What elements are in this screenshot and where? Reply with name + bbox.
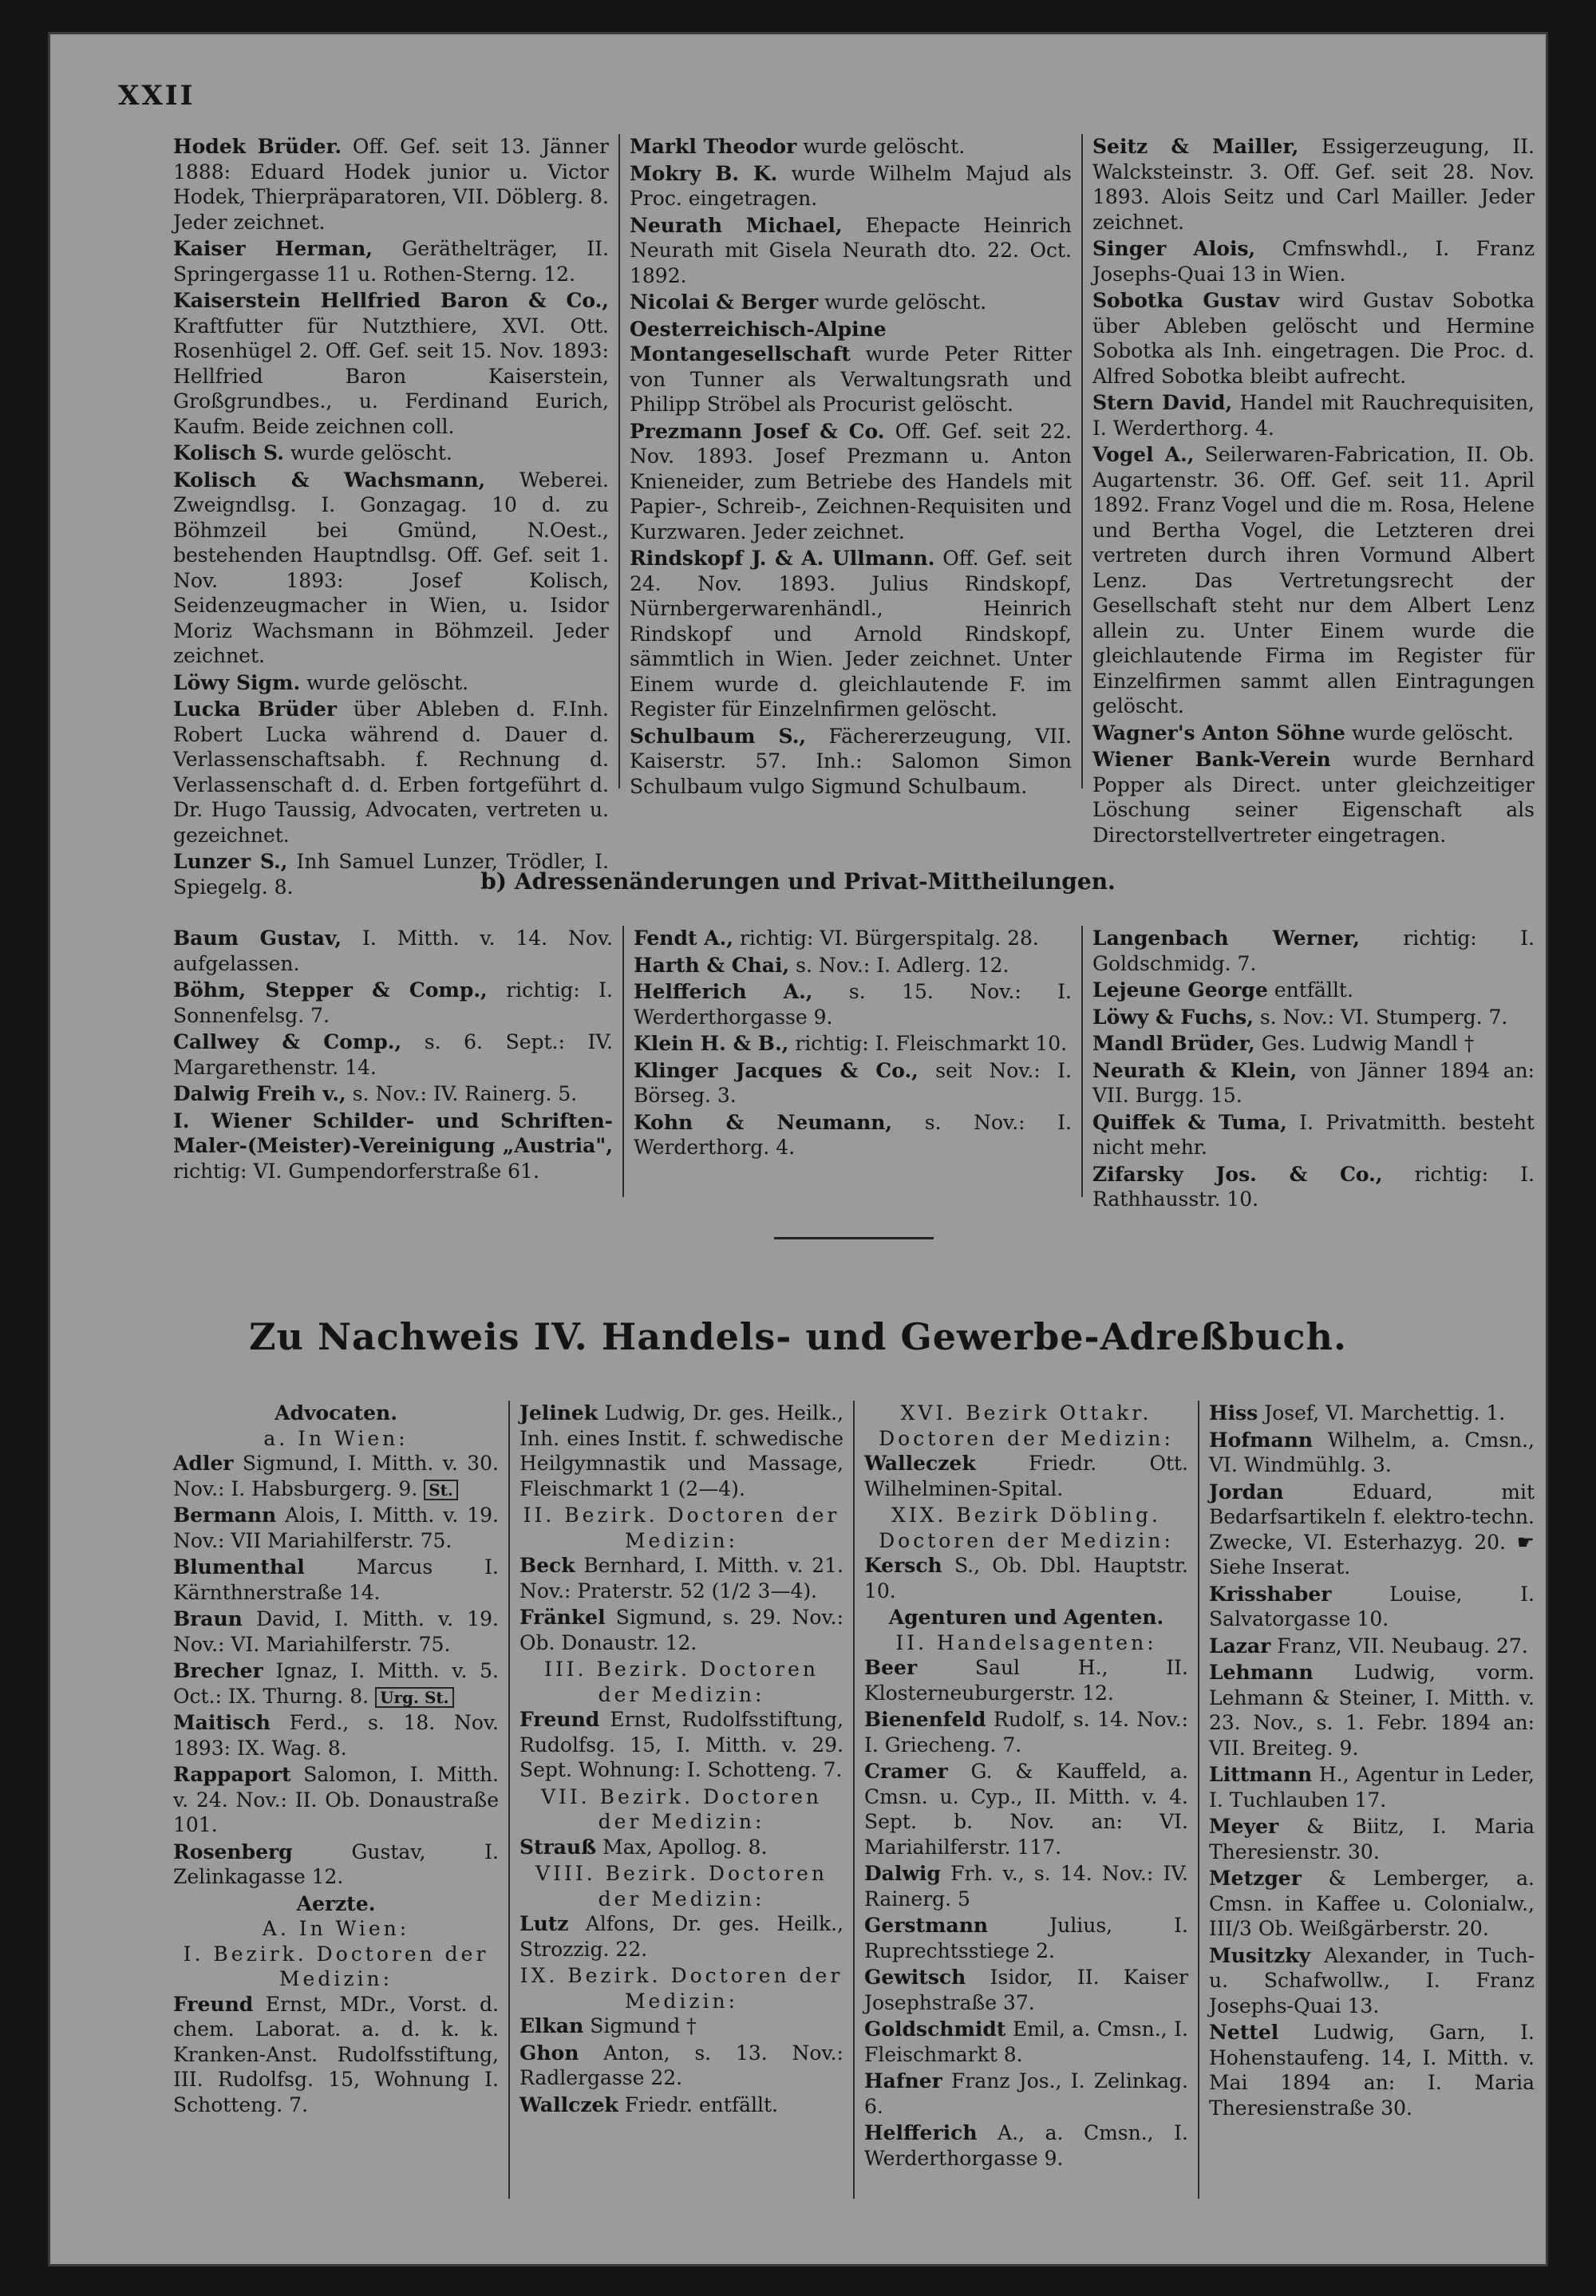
- directory-entry: [1209, 1814, 1535, 1864]
- entry-name: Rappaport: [173, 1763, 291, 1786]
- entry-text: Bernhard, I. Mitth. v. 21. Nov.: Praterstr. 52 (1/2 3—4).: [519, 1554, 843, 1602]
- directory-entry: [1092, 978, 1535, 1003]
- entry-name: Lunzer S.,: [173, 850, 288, 873]
- directory-entry: [864, 1655, 1188, 1705]
- directory-entry: [173, 468, 609, 669]
- directory-entry: [864, 1451, 1188, 1501]
- entry-name: Strauß: [519, 1835, 597, 1859]
- entry-text: & Lemberger, a. Cmsn. in Kaffee u. Colonialw., III/3 Ob. Weißgärberstr. 20.: [1209, 1867, 1535, 1940]
- directory-entry: [864, 1707, 1188, 1757]
- entry-text: Frh. v., s. 14. Nov.: IV. Rainerg. 5: [864, 1862, 1189, 1911]
- directory-entry: [864, 1913, 1188, 1963]
- entry-name: Löwy & Fuchs,: [1092, 1005, 1254, 1029]
- entry-name: Maitisch: [173, 1711, 271, 1734]
- directory-entry: [630, 419, 1072, 545]
- entry-text: s. 15. Nov.: I. Werderthorgasse 9.: [634, 980, 1072, 1029]
- directory-entry: [630, 317, 1072, 417]
- entry-name: Kohn & Neumann,: [634, 1110, 893, 1134]
- entry-text: Weberei. Zweigndlsg. I. Gonzagag. 10 d. zu Böhmzeil bei Gmünd, N.Oest., bestehenden Hauptndlsg. Off. Gef. seit 1. Nov. 1893: Josef Kolisch, Seidenzeugmacher in Wien, u. Isidor Moriz Wachsmann in Böhmzeil. Jeder zeichnet.: [173, 468, 609, 667]
- entry-name: Kolisch S.: [173, 441, 284, 464]
- entry-badge: Urg. St.: [375, 1687, 454, 1708]
- entry-name: Harth & Chai,: [634, 953, 790, 977]
- directory-entry: [1209, 1866, 1535, 1942]
- entry-name: Callwey & Comp.,: [173, 1030, 402, 1053]
- directory-entry: [1209, 1634, 1535, 1659]
- directory-entry: [634, 953, 1072, 978]
- directory-entry: [634, 1031, 1072, 1057]
- directory-entry: [1209, 1582, 1535, 1632]
- entry-name: Brecher: [173, 1659, 263, 1682]
- entry-name: Neurath Michael,: [630, 213, 843, 237]
- directory-entry: [173, 1029, 613, 1080]
- entry-text: Salomon, I. Mitth. v. 24. Nov.: II. Ob. Donaustraße 101.: [173, 1763, 499, 1836]
- section-b-col-1: [164, 926, 622, 1197]
- section-b-heading: b) Adressenänderungen und Privat-Mittheilungen.: [480, 868, 1116, 895]
- entry-name: Jordan: [1209, 1480, 1284, 1504]
- directory-entry: [1092, 1005, 1535, 1030]
- entry-text: A., a. Cmsn., I. Werderthorgasse 9.: [864, 2121, 1188, 2170]
- section-b: [164, 926, 1544, 1211]
- district-heading: VIII. Bezirk. Doctoren der Medizin:: [535, 1862, 828, 1911]
- entry-text: Ernst, MDr., Vorst. d. chem. Laborat. a. d. k. k. Kranken-Anst. Rudolfsstiftung, III. Rudolfsg. 15, Wohnung I. Schotteng. 7.: [173, 1992, 499, 2116]
- entry-name: Mandl Brüder,: [1092, 1032, 1255, 1055]
- entry-name: Lejeune George: [1092, 978, 1268, 1002]
- entry-name: Sobotka Gustav: [1092, 289, 1280, 312]
- entry-name: Lucka Brüder: [173, 697, 338, 721]
- directory-entry: [630, 213, 1072, 289]
- entry-text: Sigmund, I. Mitth. v. 30. Nov.: I. Habsburgerg. 9.: [173, 1452, 499, 1500]
- entry-text: wurde Wilhelm Majud als Proc. eingetragen.: [630, 161, 1072, 210]
- directory-entry: [1092, 288, 1535, 389]
- entry-text: Kraftfutter für Nutzthiere, XVI. Ott. Rosenhügel 2. Off. Gef. seit 15. Nov. 1893: Hellfried Baron Kaiserstein, Großgrundbes., u. Ferdinand Eurich, Kaufm. Beide zeichnen coll.: [173, 314, 609, 438]
- directory-entry: [634, 1110, 1072, 1160]
- entry-text: Off. Gef. seit 24. Nov. 1893. Julius Rindskopf, Nürnbergerwarenhändl., Heinrich Rindskopf und Arnold Rindskopf, sämmtlich in Wien. Jeder zeichnet. Unter Einem wurde d. gleichlautende F. im Register für Einzelnfirmen gelöscht.: [630, 547, 1072, 721]
- entry-text: Off. Gef. seit 13. Jänner 1888: Eduard Hodek junior u. Victor Hodek, Thierpräparatoren, VII. Döblerg. 8. Jeder zeichnet.: [173, 135, 609, 234]
- entry-name: Wiener Bank-Verein: [1092, 748, 1331, 771]
- entry-name: Lutz: [519, 1912, 569, 1935]
- directory-entry: [173, 1555, 499, 1605]
- entry-name: Elkan: [519, 2014, 584, 2037]
- directory-entry: [1209, 1428, 1535, 1478]
- entry-text: I. Mitth. v. 14. Nov. aufgelassen.: [173, 927, 613, 975]
- directory-entry: [634, 926, 1072, 951]
- section-c-col-4: [1198, 1401, 1544, 2199]
- district-heading: II. Handelsagenten:: [895, 1630, 1157, 1654]
- directory-entry: [1209, 2020, 1535, 2120]
- directory-entry: [1209, 1401, 1535, 1426]
- entry-text: wurde gelöscht.: [1351, 721, 1514, 745]
- entry-text: richtig: I. Fleischmarkt 10.: [795, 1032, 1068, 1055]
- entry-name: Klinger Jacques & Co.,: [634, 1058, 918, 1082]
- entry-text: Rudolf, s. 14. Nov.: I. Griecheng. 7.: [864, 1708, 1188, 1757]
- entry-name: Oesterreichisch-Alpine Montangesellschaft: [630, 317, 887, 366]
- directory-entry: [173, 978, 613, 1028]
- entry-name: Nettel: [1209, 2021, 1279, 2044]
- directory-entry: [864, 2120, 1188, 2171]
- directory-entry: [1092, 1058, 1535, 1108]
- directory-entry: [173, 1840, 499, 1890]
- directory-entry: [173, 441, 609, 466]
- directory-entry: [864, 1553, 1188, 1603]
- section-c-col-1: [164, 1401, 508, 2199]
- directory-entry: [630, 134, 1072, 160]
- category-heading: Agenturen und Agenten.: [888, 1606, 1164, 1629]
- directory-entry: [173, 1081, 613, 1107]
- entry-name: Rosenberg: [173, 1840, 293, 1863]
- entry-text: wurde gelöscht.: [803, 135, 966, 158]
- category-heading: Aerzte.: [296, 1891, 376, 1915]
- directory-entry: [1209, 1762, 1535, 1812]
- entry-name: Vogel A.,: [1092, 443, 1195, 466]
- entry-name: Cramer: [864, 1760, 948, 1783]
- entry-text: Ferd., s. 18. Nov. 1893: IX. Wag. 8.: [173, 1711, 499, 1760]
- directory-entry: [173, 1762, 499, 1838]
- directory-entry: [519, 1911, 843, 1962]
- entry-text: Ignaz, I. Mitth. v. 5. Oct.: IX. Thurng. 8.: [173, 1659, 499, 1708]
- entry-name: Schulbaum S.,: [630, 724, 807, 748]
- directory-entry: [1209, 1943, 1535, 2019]
- entry-text: wird Gustav Sobotka über Ableben gelöscht und Hermine Sobotka als Inh. eingetragen. Die Proc. d. Alfred Sobotka bleibt aufrecht.: [1092, 289, 1535, 388]
- entry-name: Wagner's Anton Söhne: [1092, 721, 1345, 745]
- directory-entry: [864, 1965, 1188, 2015]
- directory-entry: [864, 1759, 1188, 1859]
- entry-name: Walleczek: [864, 1452, 976, 1475]
- entry-name: Beck: [519, 1554, 575, 1577]
- directory-entry: [1092, 1110, 1535, 1160]
- directory-entry: [630, 724, 1072, 800]
- entry-name: Dalwig Freih v.,: [173, 1082, 346, 1105]
- directory-entry: [1092, 721, 1535, 746]
- entry-name: Kaiserstein Hellfried Baron & Co.,: [173, 289, 609, 312]
- directory-entry: [519, 1401, 843, 1501]
- entry-name: Quiffek & Tuma,: [1092, 1110, 1287, 1134]
- entry-text: wurde gelöscht.: [824, 290, 987, 314]
- entry-text: Ehepacte Heinrich Neurath mit Gisela Neurath dto. 22. Oct. 1892.: [630, 213, 1073, 287]
- entry-text: Alfons, Dr. ges. Heilk., Strozzig. 22.: [519, 1912, 843, 1961]
- entry-text: Ges. Ludwig Mandl †: [1261, 1032, 1475, 1055]
- entry-name: Adler: [173, 1452, 234, 1475]
- directory-entry: [630, 546, 1072, 722]
- entry-name: Goldschmidt: [864, 2017, 1006, 2041]
- entry-text: Sigmund, s. 29. Nov.: Ob. Donaustr. 12.: [519, 1606, 843, 1654]
- entry-name: Hafner: [864, 2069, 942, 2092]
- entry-text: Alexander, in Tuch- u. Schafwollw., I. Franz Josephs-Quai 13.: [1209, 1943, 1535, 2017]
- section-c: [164, 1401, 1544, 2199]
- entry-text: Wilhelm, a. Cmsn., VI. Windmühlg. 3.: [1209, 1428, 1535, 1476]
- entry-name: Gewitsch: [864, 1966, 966, 1989]
- entry-name: Klein H. & B.,: [634, 1032, 789, 1055]
- section-divider: [774, 1237, 934, 1239]
- entry-name: Kolisch & Wachsmann,: [173, 468, 486, 492]
- directory-entry: [173, 1710, 499, 1761]
- entry-text: richtig: VI. Bürgerspitalg. 28.: [739, 927, 1039, 950]
- directory-entry: [864, 2069, 1188, 2119]
- category-heading: Advocaten.: [275, 1401, 397, 1425]
- section-a-col-3: [1081, 134, 1544, 847]
- entry-text: Franz Jos., I. Zelinkag. 6.: [864, 2069, 1188, 2118]
- entry-text: wurde Bernhard Popper als Direct. unter gleichzeitiger Löschung seiner Eigenschaft als Directorstellvertreter eingetragen.: [1092, 748, 1535, 847]
- entry-name: Meyer: [1209, 1815, 1279, 1838]
- entry-text: Friedr. Ott. Wilhelminen-Spital.: [864, 1452, 1188, 1500]
- directory-entry: [864, 1861, 1188, 1911]
- entry-text: s. Nov.: VI. Stumperg. 7.: [1259, 1005, 1508, 1029]
- district-heading: VII. Bezirk. Doctoren der Medizin:: [540, 1784, 823, 1833]
- page-number: XXII: [118, 80, 196, 112]
- directory-entry: [864, 2017, 1188, 2067]
- directory-entry: [1092, 134, 1535, 235]
- entry-text: Julius, I. Ruprechtsstiege 2.: [864, 1914, 1188, 1962]
- entry-text: Ernst, Rudolfsstiftung, Rudolfsg. 15, I. Mitth. v. 29. Sept. Wohnung: I. Schotteng. 7.: [519, 1708, 844, 1781]
- entry-name: Dalwig: [864, 1862, 941, 1885]
- entry-text: entfällt.: [1274, 978, 1353, 1002]
- section-a-col-1: [164, 134, 618, 899]
- entry-name: Kersch: [864, 1554, 942, 1577]
- entry-text: richtig: VI. Gumpendorferstraße 61.: [173, 1159, 539, 1183]
- section-c-col-2: [508, 1401, 853, 2199]
- entry-name: Helfferich A.,: [634, 980, 813, 1003]
- entry-name: Bienenfeld: [864, 1708, 986, 1731]
- entry-name: Freund: [173, 1992, 254, 2016]
- entry-text: Fächererzeugung, VII. Kaiserstr. 57. Inh.: Salomon Simon Schulbaum vulgo Sigmund Schulbaum.: [630, 724, 1072, 798]
- entry-text: Inh Samuel Lunzer, Trödler, I. Spiegelg. 8.: [173, 850, 610, 899]
- entry-text: Marcus I. Kärnthnerstraße 14.: [173, 1555, 499, 1604]
- entry-name: Lazar: [1209, 1634, 1271, 1658]
- directory-entry: [630, 161, 1072, 211]
- district-heading: a. In Wien:: [263, 1426, 409, 1450]
- entry-text: Ludwig, Dr. ges. Heilk., Inh. eines Instit. f. schwedische Heilgymnastik und Massage, Fleischmarkt 1 (2—4).: [519, 1401, 843, 1500]
- entry-name: Jelinek: [519, 1401, 598, 1425]
- entry-text: Franz, VII. Neubaug. 27.: [1277, 1634, 1528, 1658]
- directory-entry: [173, 288, 609, 439]
- entry-text: I. Privatmitth. besteht nicht mehr.: [1092, 1110, 1535, 1159]
- directory-entry: [1209, 1480, 1535, 1580]
- entry-name: Zifarsky Jos. & Co.,: [1092, 1162, 1383, 1186]
- entry-name: Krisshaber: [1209, 1582, 1332, 1606]
- entry-text: richtig: I. Rathhausstr. 10.: [1092, 1162, 1535, 1211]
- district-heading: XIX. Bezirk Döbling. Doctoren der Medizin:: [879, 1504, 1174, 1552]
- entry-name: Fränkel: [519, 1606, 606, 1629]
- directory-entry: [519, 1835, 843, 1860]
- entry-name: Metzger: [1209, 1867, 1302, 1890]
- entry-name: I. Wiener Schilder- und Schriften-Maler-(Meister)-Vereinigung „Austria",: [173, 1108, 613, 1157]
- entry-text: richtig: I. Sonnenfelsg. 7.: [173, 978, 613, 1027]
- entry-name: Blumenthal: [173, 1555, 305, 1579]
- entry-text: Friedr. entfällt.: [624, 2092, 778, 2116]
- entry-text: Geräthelträger, II. Springergasse 11 u. Rothen-Sterng. 12.: [173, 237, 609, 286]
- directory-entry: [1092, 747, 1535, 848]
- entry-text: Saul H., II. Klosterneuburgerstr. 12.: [864, 1656, 1188, 1705]
- entry-name: Freund: [519, 1708, 600, 1731]
- entry-text: s. 6. Sept.: IV. Margarethenstr. 14.: [173, 1030, 613, 1079]
- entry-name: Baum Gustav,: [173, 927, 342, 950]
- entry-name: Littmann: [1209, 1763, 1313, 1786]
- entry-text: Gustav, I. Zelinkagasse 12.: [173, 1840, 499, 1888]
- entry-name: Böhm, Stepper & Comp.,: [173, 978, 488, 1002]
- directory-entry: [173, 926, 613, 976]
- entry-text: s. Nov.: IV. Rainerg. 5.: [352, 1082, 578, 1105]
- entry-name: Hodek Brüder.: [173, 135, 342, 158]
- entry-name: Seitz & Mailler,: [1092, 135, 1299, 158]
- directory-entry: [1092, 390, 1535, 441]
- directory-entry: [173, 670, 609, 696]
- directory-entry: [173, 134, 609, 235]
- directory-entry: [173, 1606, 499, 1657]
- entry-text: Essigerzeugung, II. Walcksteinstr. 3. Off. Gef. seit 28. Nov. 1893. Alois Seitz und Carl Mailler. Jeder zeichnet.: [1092, 135, 1535, 234]
- directory-entry: [519, 2013, 843, 2039]
- directory-entry: [173, 1108, 613, 1184]
- entry-name: Braun: [173, 1607, 243, 1630]
- section-b-col-3: [1081, 926, 1544, 1211]
- entry-text: s. Nov.: I. Adlerg. 12.: [796, 953, 1009, 977]
- directory-entry: [1092, 926, 1535, 976]
- entry-name: Gerstmann: [864, 1914, 989, 1937]
- entry-name: Stern David,: [1092, 391, 1233, 414]
- entry-text: Cmfnswhdl., I. Franz Josephs-Quai 13 in Wien.: [1092, 237, 1535, 286]
- entry-text: s. Nov.: I. Werderthorg. 4.: [634, 1110, 1073, 1159]
- directory-entry: [173, 236, 609, 287]
- entry-text: Anton, s. 13. Nov.: Radlergasse 22.: [519, 2041, 843, 2089]
- section-c-col-3: [853, 1401, 1198, 2199]
- directory-entry: [173, 697, 609, 848]
- entry-text: wurde Peter Ritter von Tunner als Verwaltungsrath und Philipp Ströbel als Procurist gelöscht.: [630, 342, 1072, 416]
- entry-text: David, I. Mitth. v. 19. Nov.: VI. Mariahilferstr. 75.: [173, 1607, 499, 1656]
- directory-entry: [630, 290, 1072, 315]
- entry-name: Beer: [864, 1656, 918, 1679]
- directory-entry: [634, 979, 1072, 1029]
- entry-text: richtig: I. Goldschmidg. 7.: [1092, 927, 1535, 975]
- entry-name: Lehmann: [1209, 1661, 1314, 1684]
- entry-name: Prezmann Josef & Co.: [630, 419, 885, 443]
- section-b-col-2: [622, 926, 1081, 1197]
- entry-text: Ludwig, vorm. Lehmann & Steiner, I. Mitth. v. 23. Nov., s. 1. Febr. 1894 an: VII. Breiteg. 9.: [1209, 1661, 1535, 1760]
- entry-text: G. & Kauffeld, a. Cmsn. u. Cyp., II. Mitth. v. 4. Sept. b. Nov. an: VI. Mariahilferstr. 117.: [864, 1760, 1188, 1859]
- entry-text: Emil, a. Cmsn., I. Fleischmarkt 8.: [864, 2017, 1188, 2066]
- entry-name: Hiss: [1209, 1401, 1258, 1425]
- directory-entry: [173, 1451, 499, 1501]
- entry-name: Nicolai & Berger: [630, 290, 819, 314]
- entry-text: Louise, I. Salvatorgasse 10.: [1209, 1582, 1535, 1630]
- entry-name: Wallczek: [519, 2092, 618, 2116]
- directory-entry: [1092, 236, 1535, 287]
- entry-text: H., Agentur in Leder, I. Tuchlauben 17.: [1209, 1763, 1535, 1812]
- entry-name: Bermann: [173, 1504, 277, 1527]
- entry-name: Neurath & Klein,: [1092, 1058, 1298, 1082]
- entry-text: Alois, I. Mitth. v. 19. Nov.: VII Mariahilferstr. 75.: [173, 1504, 499, 1552]
- entry-badge: St.: [424, 1480, 458, 1500]
- directory-entry: [1092, 442, 1535, 719]
- directory-entry: [519, 1707, 843, 1783]
- directory-entry: [519, 2092, 843, 2118]
- directory-entry: [173, 1992, 499, 2118]
- entry-text: über Ableben d. F.Inh. Robert Lucka während d. Dauer d. Verlassenschaftsabh. f. Rechnung d. Verlassenschaft d. d. Erben fortgeführt d. Dr. Hugo Taussig, Advocaten, vertreten u. gezeichnet.: [173, 697, 609, 847]
- entry-text: Off. Gef. seit 22. Nov. 1893. Josef Prezmann u. Anton Knieneider, zum Betriebe des Handels mit Papier-, Schreib-, Zeichnen-Requisiten und Kurzwaren. Jeder zeichnet.: [630, 419, 1072, 543]
- directory-entry: [173, 1503, 499, 1553]
- district-heading: I. Bezirk. Doctoren der Medizin:: [183, 1942, 489, 1990]
- district-heading: II. Bezirk. Doctoren der Medizin:: [523, 1504, 840, 1552]
- directory-entry: [173, 1658, 499, 1709]
- section-iv-title: Zu Nachweis IV. Handels- und Gewerbe-Adreßbuch.: [248, 1315, 1348, 1358]
- entry-text: Isidor, II. Kaiser Josephstraße 37.: [864, 1966, 1188, 2014]
- entry-name: Fendt A.,: [634, 927, 733, 950]
- entry-text: Handel mit Rauchrequisiten, I. Werderthorg. 4.: [1092, 391, 1535, 440]
- entry-name: Helfferich: [864, 2121, 978, 2144]
- directory-entry: [519, 2041, 843, 2091]
- directory-entry: [1092, 1162, 1535, 1212]
- entry-name: Singer Alois,: [1092, 237, 1256, 260]
- entry-text: wurde gelöscht.: [306, 670, 469, 694]
- entry-text: & Biitz, I. Maria Theresienstr. 30.: [1209, 1815, 1535, 1863]
- entry-text: Josef, VI. Marchettig. 1.: [1264, 1401, 1506, 1425]
- entry-text: seit Nov.: I. Börseg. 3.: [634, 1058, 1072, 1107]
- entry-text: Ludwig, Garn, I. Hohenstaufeng. 14, I. Mitth. v. Mai 1894 an: I. Maria Theresienstraße 30.: [1209, 2021, 1535, 2120]
- directory-entry: [634, 1058, 1072, 1108]
- directory-entry: [519, 1553, 843, 1603]
- entry-name: Musitzky: [1209, 1943, 1311, 1967]
- directory-entry: [519, 1605, 843, 1655]
- district-heading: XVI. Bezirk Ottakr. Doctoren der Medizin:: [879, 1401, 1174, 1450]
- entry-name: Rindskopf J. & A. Ullmann.: [630, 547, 935, 570]
- entry-name: Löwy Sigm.: [173, 670, 301, 694]
- entry-name: Langenbach Werner,: [1092, 927, 1360, 950]
- entry-name: Markl Theodor: [630, 135, 797, 158]
- entry-text: wurde gelöscht.: [290, 441, 452, 464]
- entry-name: Kaiser Herman,: [173, 237, 373, 260]
- entry-name: Hofmann: [1209, 1428, 1314, 1452]
- district-heading: A. In Wien:: [262, 1917, 410, 1940]
- directory-entry: [1209, 1660, 1535, 1761]
- directory-entry: [1092, 1031, 1535, 1057]
- district-heading: III. Bezirk. Doctoren der Medizin:: [544, 1658, 819, 1706]
- entry-text: Sigmund †: [590, 2014, 697, 2037]
- section-a-col-2: [618, 134, 1081, 798]
- entry-text: S., Ob. Dbl. Hauptstr. 10.: [864, 1554, 1188, 1602]
- district-heading: IX. Bezirk. Doctoren der Medizin:: [519, 1964, 843, 2013]
- entry-text: Max, Apollog. 8.: [602, 1835, 768, 1859]
- entry-text: von Jänner 1894 an: VII. Burgg. 15.: [1092, 1058, 1535, 1107]
- entry-text: Eduard, mit Bedarfsartikeln f. elektro-techn. Zwecke, VI. Esterhazyg. 20. ☛ Siehe Inserat.: [1209, 1480, 1535, 1579]
- entry-text: Seilerwaren-Fabrication, II. Ob. Augartenstr. 36. Off. Gef. seit 11. April 1892. Franz Vogel und die m. Rosa, Helene und Bertha Vogel, die Letzteren drei vertreten durch ihren Vormund Albert Lenz. Das Vertretungsrecht der Gesellschaft steht nur dem Albert Lenz allein zu. Unter Einem wurde die gleichlautende Firma im Register für Einzelfirmen sammt allen Eintragungen gelöscht.: [1092, 443, 1535, 717]
- entry-name: Ghon: [519, 2041, 579, 2065]
- entry-name: Mokry B. K.: [630, 161, 778, 185]
